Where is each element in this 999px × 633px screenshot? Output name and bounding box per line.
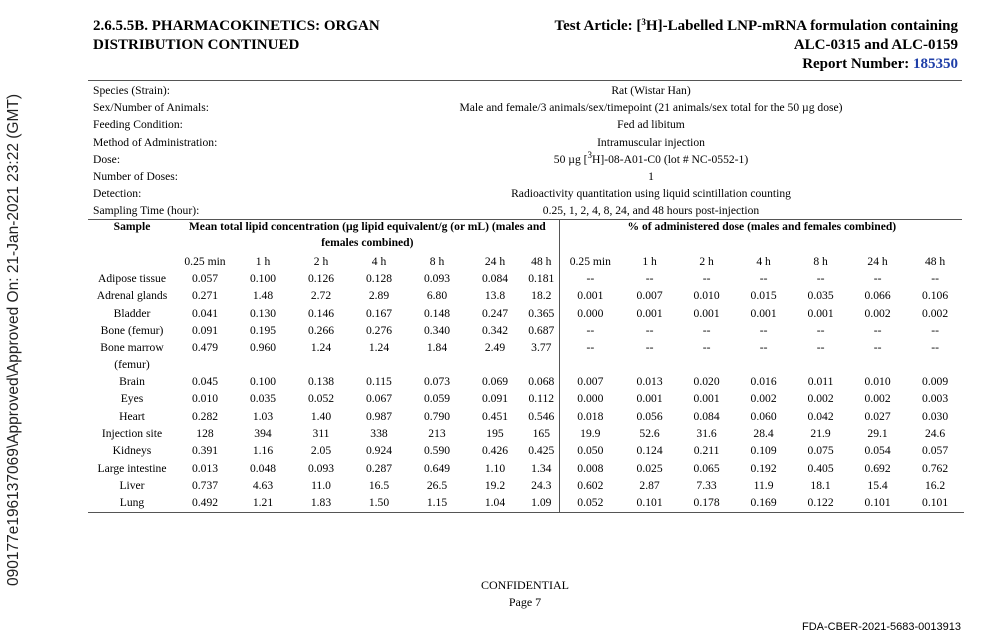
dose-percent-cell: -- — [931, 272, 939, 285]
dose-percent-cell: 0.007 — [636, 289, 663, 303]
concentration-cell: 0.035 — [249, 392, 277, 406]
concentration-cell: 0.067 — [365, 392, 393, 406]
sample-column-header: Sample — [113, 220, 151, 233]
dose-percent-cell: 0.025 — [636, 461, 663, 475]
sample-name: Injection site — [101, 427, 163, 441]
dose-timepoint-header: 24 h — [867, 255, 888, 268]
report-number-link[interactable]: 185350 — [913, 56, 958, 72]
concentration-cell: 0.128 — [365, 272, 393, 285]
dose-percent-cell: 0.075 — [807, 444, 834, 458]
dose-percent-cell: 0.057 — [922, 444, 949, 458]
dose-percent-cell: -- — [759, 323, 768, 337]
page-number: Page 7 — [508, 595, 542, 609]
dose-percent-cell: 0.169 — [735, 494, 792, 512]
info-row-sampling-time: Sampling Time (hour): 0.25, 1, 2, 4, 8, 24, and 48 hours post-injection — [93, 204, 760, 218]
dose-percent-cell: -- — [586, 341, 595, 355]
concentration-cell: 0.276 — [365, 323, 393, 337]
concentration-cell: 0.138 — [307, 375, 335, 389]
concentration-cell: 0.115 — [366, 375, 392, 389]
dose-percent-cell: 31.6 — [696, 427, 717, 441]
concentration-cell: 128 — [196, 427, 214, 441]
dose-percent-cell: 0.010 — [693, 289, 720, 303]
concentration-cell: 1.21 — [234, 494, 292, 512]
concentration-cell: 1.15 — [408, 494, 466, 512]
table-row — [88, 390, 964, 407]
info-row-sex-animals: Sex/Number of Animals: Male and female/3 animals/sex/timepoint (21 animals/sex total for the 50 µg dose) — [93, 101, 843, 115]
dose-percent-cell: 0.015 — [750, 289, 777, 303]
table-row — [88, 270, 964, 287]
concentration-cell: 0.287 — [365, 461, 393, 475]
concentration-cell: 0.091 — [481, 392, 509, 406]
sample-name: Bladder — [113, 306, 151, 320]
concentration-cell: 0.181 — [524, 270, 559, 287]
dose-group-header: % of administered dose (males and females combined) — [627, 220, 897, 233]
dose-percent-cell: 0.692 — [864, 461, 891, 475]
concentration-cell: 0.282 — [191, 409, 219, 423]
dose-timepoint-header: 4 h — [756, 255, 771, 268]
dose-percent-cell: 0.001 — [693, 306, 720, 320]
dose-percent-cell: 2.87 — [639, 478, 660, 492]
table-row — [88, 305, 964, 322]
concentration-cell: 213 — [428, 427, 446, 441]
section-title — [93, 17, 380, 55]
sample-name: Large intestine — [97, 461, 167, 475]
table-row — [88, 322, 964, 339]
concentration-cell: 0.068 — [524, 373, 559, 390]
dose-percent-cell: -- — [759, 341, 768, 355]
sample-name: Kidneys — [112, 444, 152, 458]
concentration-cell: 24.3 — [524, 477, 559, 494]
concentration-cell: 0.013 — [191, 461, 219, 475]
dose-percent-cell: -- — [816, 341, 825, 355]
concentration-cell: 0.479 — [191, 341, 219, 355]
info-row-feeding: Feeding Condition: Fed ad libitum — [93, 118, 685, 132]
concentration-cell: 16.5 — [368, 478, 390, 492]
dose-percent-cell: 0.001 — [636, 392, 663, 406]
dose-percent-cell: 18.1 — [810, 478, 831, 492]
dose-percent-cell: 0.001 — [577, 289, 604, 303]
dose-percent-cell: 0.124 — [636, 444, 663, 458]
concentration-cell: 0.342 — [481, 323, 509, 337]
concentration-cell: 26.5 — [426, 478, 448, 492]
concentration-cell: 1.24 — [368, 341, 390, 355]
sample-name: Brain — [119, 375, 145, 389]
dose-percent-cell: 0.192 — [750, 461, 777, 475]
conc-timepoint-header: 24 h — [484, 255, 506, 268]
dose-percent-cell: -- — [586, 272, 595, 285]
concentration-cell: 1.48 — [252, 289, 274, 303]
dose-percent-cell: 0.002 — [864, 392, 891, 406]
concentration-cell: 0.426 — [481, 444, 509, 458]
dose-percent-cell: -- — [702, 272, 711, 285]
dose-percent-cell: 0.016 — [750, 375, 777, 389]
dose-percent-cell: 0.002 — [750, 392, 777, 406]
dose-percent-cell: 0.001 — [693, 392, 720, 406]
dose-percent-cell: 0.007 — [577, 375, 604, 389]
concentration-cell: 0.687 — [524, 322, 559, 339]
table-row — [88, 477, 964, 494]
concentration-cell: 0.057 — [191, 272, 219, 285]
dose-percent-cell: -- — [873, 341, 882, 355]
conc-timepoint-header: 8 h — [429, 255, 445, 268]
concentration-cell: 0.100 — [249, 272, 277, 285]
concentration-cell: 6.80 — [426, 289, 448, 303]
test-article-line1: Test Article: [$^3$H]-Labelled LNP-mRNA formulation containing — [554, 17, 958, 34]
dose-percent-cell: 0.035 — [807, 289, 834, 303]
concentration-cell: 4.63 — [252, 478, 274, 492]
concentration-cell: 0.112 — [524, 390, 559, 407]
dose-percent-cell: 0.000 — [577, 306, 604, 320]
concentration-cell: 0.960 — [249, 341, 277, 355]
conc-timepoint-header: 2 h — [313, 255, 329, 268]
dose-percent-cell: 0.020 — [693, 375, 720, 389]
dose-percent-cell: 0.002 — [864, 306, 891, 320]
conc-timepoint-header: 48 h — [524, 253, 559, 270]
test-article-header — [554, 17, 958, 74]
table-row — [88, 460, 964, 477]
concentration-cell: 1.83 — [292, 494, 350, 512]
concentration-cell: 11.0 — [311, 478, 331, 492]
concentration-cell: 0.167 — [365, 306, 393, 320]
dose-percent-cell: 0.405 — [807, 461, 834, 475]
concentration-cell: 311 — [312, 427, 330, 441]
dose-timepoint-header: 2 h — [699, 255, 714, 268]
dose-percent-cell: 0.052 — [559, 494, 621, 512]
dose-percent-cell: 0.109 — [750, 444, 777, 458]
top-rule — [88, 80, 962, 81]
document-id: FDA-CBER-2021-5683-0013913 — [802, 621, 961, 633]
dose-percent-cell: -- — [816, 272, 825, 285]
concentration-cell: 0.195 — [249, 323, 277, 337]
concentration-cell: 0.391 — [191, 444, 219, 458]
dose-timepoint-header: 0.25 min — [569, 255, 611, 268]
concentration-cell: 1.09 — [524, 494, 559, 512]
concentration-cell: 0.737 — [191, 478, 219, 492]
table-row — [88, 494, 964, 512]
dose-percent-cell: 0.030 — [922, 409, 949, 423]
concentration-cell: 338 — [370, 427, 388, 441]
section-title-line1: 2.6.5.5B. PHARMACOKINETICS: ORGAN — [93, 18, 380, 34]
concentration-cell: 0.073 — [423, 375, 451, 389]
dose-percent-cell: 0.001 — [807, 306, 834, 320]
concentration-cell: 2.05 — [310, 444, 332, 458]
sample-name: Liver — [119, 478, 145, 492]
sample-name: Heart — [119, 409, 145, 423]
concentration-cell: 19.2 — [484, 478, 506, 492]
dose-percent-cell: 0.001 — [636, 306, 663, 320]
dose-percent-cell: 0.010 — [864, 375, 891, 389]
dose-percent-cell: 0.008 — [577, 461, 604, 475]
concentration-cell: 2.72 — [310, 289, 332, 303]
concentration-cell: 165 — [524, 425, 559, 442]
concentration-cell: 0.590 — [423, 444, 451, 458]
dose-percent-cell: 0.101 — [849, 494, 906, 512]
conc-timepoint-header: 1 h — [255, 255, 271, 268]
sample-name: Bone (femur) — [100, 323, 164, 337]
dose-percent-cell: 0.000 — [577, 392, 604, 406]
concentration-cell: 18.2 — [524, 287, 559, 304]
approval-side-stamp — [0, 90, 31, 590]
concentration-cell: 0.451 — [481, 409, 509, 423]
dose-percent-cell: 0.122 — [792, 494, 849, 512]
concentration-cell: 0.365 — [524, 305, 559, 322]
sample-name: Lung — [88, 494, 176, 512]
dose-percent-cell: 0.050 — [577, 444, 604, 458]
dose-percent-cell: -- — [586, 323, 595, 337]
concentration-cell: 1.50 — [350, 494, 408, 512]
dose-percent-cell: 24.6 — [924, 427, 946, 441]
info-row-number-of-doses: Number of Doses: 1 — [93, 169, 654, 183]
sample-name: Adipose tissue — [98, 272, 166, 285]
dose-percent-cell: 0.018 — [577, 409, 604, 423]
concentration-cell: 0.247 — [481, 306, 509, 320]
sample-name: Adrenal glands — [96, 289, 168, 303]
test-article-line2: ALC-0315 and ALC-0159 — [793, 37, 958, 53]
concentration-cell: 0.059 — [423, 392, 451, 406]
table-row — [88, 339, 964, 373]
concentration-cell: 1.34 — [524, 460, 559, 477]
dose-percent-cell: 0.066 — [864, 289, 891, 303]
concentration-cell: 0.041 — [191, 306, 219, 320]
dose-percent-cell: 0.011 — [807, 375, 834, 389]
concentration-cell: 2.89 — [368, 289, 390, 303]
concentration-cell: 3.77 — [524, 339, 559, 373]
concentration-cell: 0.271 — [191, 289, 219, 303]
dose-timepoint-header: 48 h — [924, 255, 946, 268]
dose-timepoint-header: 1 h — [642, 255, 657, 268]
dose-percent-cell: -- — [702, 323, 711, 337]
dose-percent-cell: 0.084 — [693, 409, 720, 423]
dose-percent-cell: 29.1 — [867, 427, 888, 441]
concentration-cell: 1.04 — [466, 494, 524, 512]
conc-timepoint-header: 4 h — [371, 255, 387, 268]
dose-percent-cell: 16.2 — [924, 478, 946, 492]
timepoint-header-row — [88, 253, 964, 270]
sample-header-spacer — [88, 253, 176, 270]
concentration-cell: 1.84 — [426, 341, 448, 355]
dose-percent-cell: 21.9 — [810, 427, 831, 441]
concentration-cell: 2.49 — [484, 341, 506, 355]
dose-percent-cell: 0.054 — [864, 444, 891, 458]
concentration-cell: 1.24 — [310, 341, 332, 355]
concentration-cell: 0.093 — [423, 272, 451, 285]
concentration-cell: 0.148 — [423, 306, 451, 320]
dose-percent-cell: 0.060 — [750, 409, 777, 423]
dose-percent-cell: 0.056 — [636, 409, 663, 423]
table-body — [88, 270, 964, 512]
dose-percent-cell: 0.002 — [807, 392, 834, 406]
info-row-administration: Method of Administration: Intramuscular injection — [93, 135, 705, 149]
concentration-cell: 0.091 — [191, 323, 219, 337]
dose-percent-cell: -- — [645, 341, 654, 355]
approval-stamp-text: 090177e196137069\Approved\Approved On: 21-Jan-2021 23:22 (GMT) — [5, 93, 22, 587]
dose-percent-cell: 15.4 — [867, 478, 888, 492]
concentration-cell: 1.40 — [310, 409, 332, 423]
concentration-cell: 0.492 — [176, 494, 234, 512]
dose-percent-cell: 0.762 — [922, 461, 949, 475]
dose-percent-cell: -- — [759, 272, 768, 285]
report-number: Report Number: 185350 — [802, 56, 958, 72]
dose-percent-cell: 0.042 — [807, 409, 834, 423]
table-row — [88, 408, 964, 425]
concentration-cell: 0.649 — [423, 461, 451, 475]
dose-percent-cell: -- — [645, 323, 654, 337]
dose-percent-cell: 0.003 — [922, 392, 949, 406]
concentration-cell: 1.16 — [252, 444, 274, 458]
concentration-cell: 0.126 — [307, 272, 335, 285]
dose-percent-cell: 19.9 — [580, 427, 601, 441]
concentration-cell: 0.010 — [191, 392, 219, 406]
info-row-species: Species (Strain): Rat (Wistar Han) — [93, 84, 691, 97]
table-row — [88, 425, 964, 442]
dose-percent-cell: -- — [931, 341, 939, 355]
dose-percent-cell: 28.4 — [753, 427, 774, 441]
dose-percent-cell: 0.027 — [864, 409, 891, 423]
concentration-cell: 0.266 — [307, 323, 335, 337]
info-row-detection: Detection: Radioactivity quantitation using liquid scintillation counting — [93, 187, 791, 201]
dose-timepoint-header: 8 h — [813, 255, 828, 268]
concentration-cell: 0.790 — [423, 409, 451, 423]
dose-percent-cell: -- — [702, 341, 711, 355]
concentration-cell: 1.10 — [484, 461, 506, 475]
dose-percent-cell: 0.013 — [636, 375, 663, 389]
dose-percent-cell: 0.002 — [922, 306, 949, 320]
dose-percent-cell: 0.178 — [678, 494, 735, 512]
concentration-cell: 0.069 — [481, 375, 509, 389]
info-row-dose: Dose: 50 µg [$^3$H]-08-A01-C0 (lot # NC-0552-1) — [93, 149, 749, 166]
table-row — [88, 442, 964, 459]
dose-percent-cell: 0.009 — [922, 375, 949, 389]
dose-percent-cell: -- — [931, 323, 939, 337]
conc-timepoint-header: 0.25 min — [184, 255, 226, 268]
dose-percent-cell: -- — [873, 323, 882, 337]
dose-percent-cell: 11.9 — [753, 478, 774, 492]
dose-percent-cell: 0.065 — [693, 461, 720, 475]
dose-percent-cell: -- — [816, 323, 825, 337]
section-title-line2: DISTRIBUTION CONTINUED — [93, 37, 300, 53]
concentration-cell: 0.130 — [249, 306, 277, 320]
concentration-cell: 0.048 — [249, 461, 277, 475]
concentration-cell: 0.052 — [307, 392, 335, 406]
concentration-cell: 195 — [486, 427, 504, 441]
dose-percent-cell: 52.6 — [639, 427, 660, 441]
dose-percent-cell: 0.602 — [577, 478, 604, 492]
dose-percent-cell: 0.101 — [621, 494, 678, 512]
concentration-cell: 0.924 — [365, 444, 393, 458]
dose-percent-cell: 0.106 — [922, 289, 949, 303]
concentration-cell: 0.084 — [481, 272, 509, 285]
concentration-cell: 394 — [254, 427, 272, 441]
dose-percent-cell: -- — [873, 272, 882, 285]
concentration-cell: 0.987 — [365, 409, 393, 423]
concentration-cell: 13.8 — [484, 289, 506, 303]
dose-percent-cell: 0.211 — [693, 444, 720, 458]
sample-name: Eyes — [120, 392, 144, 406]
confidential-label: CONFIDENTIAL — [481, 578, 569, 592]
study-info-block — [93, 82, 959, 220]
organ-distribution-table — [88, 219, 964, 513]
dose-percent-cell: 0.101 — [906, 494, 964, 512]
dose-percent-cell: 0.001 — [750, 306, 777, 320]
table-row — [88, 373, 964, 390]
concentration-cell: 1.03 — [252, 409, 274, 423]
table-row — [88, 287, 964, 304]
concentration-cell: 0.045 — [191, 375, 219, 389]
sample-name: Bone marrow (femur) — [100, 341, 164, 372]
concentration-cell: 0.546 — [524, 408, 559, 425]
dose-percent-cell: -- — [645, 272, 654, 285]
concentration-group-header: Mean total lipid concentration (µg lipid equivalent/g (or mL) (males and females combined) — [176, 219, 559, 253]
concentration-cell: 0.093 — [307, 461, 335, 475]
concentration-cell: 0.146 — [307, 306, 335, 320]
concentration-cell: 0.425 — [524, 442, 559, 459]
concentration-cell: 0.340 — [423, 323, 451, 337]
dose-percent-cell: 7.33 — [696, 478, 717, 492]
concentration-cell: 0.100 — [249, 375, 277, 389]
